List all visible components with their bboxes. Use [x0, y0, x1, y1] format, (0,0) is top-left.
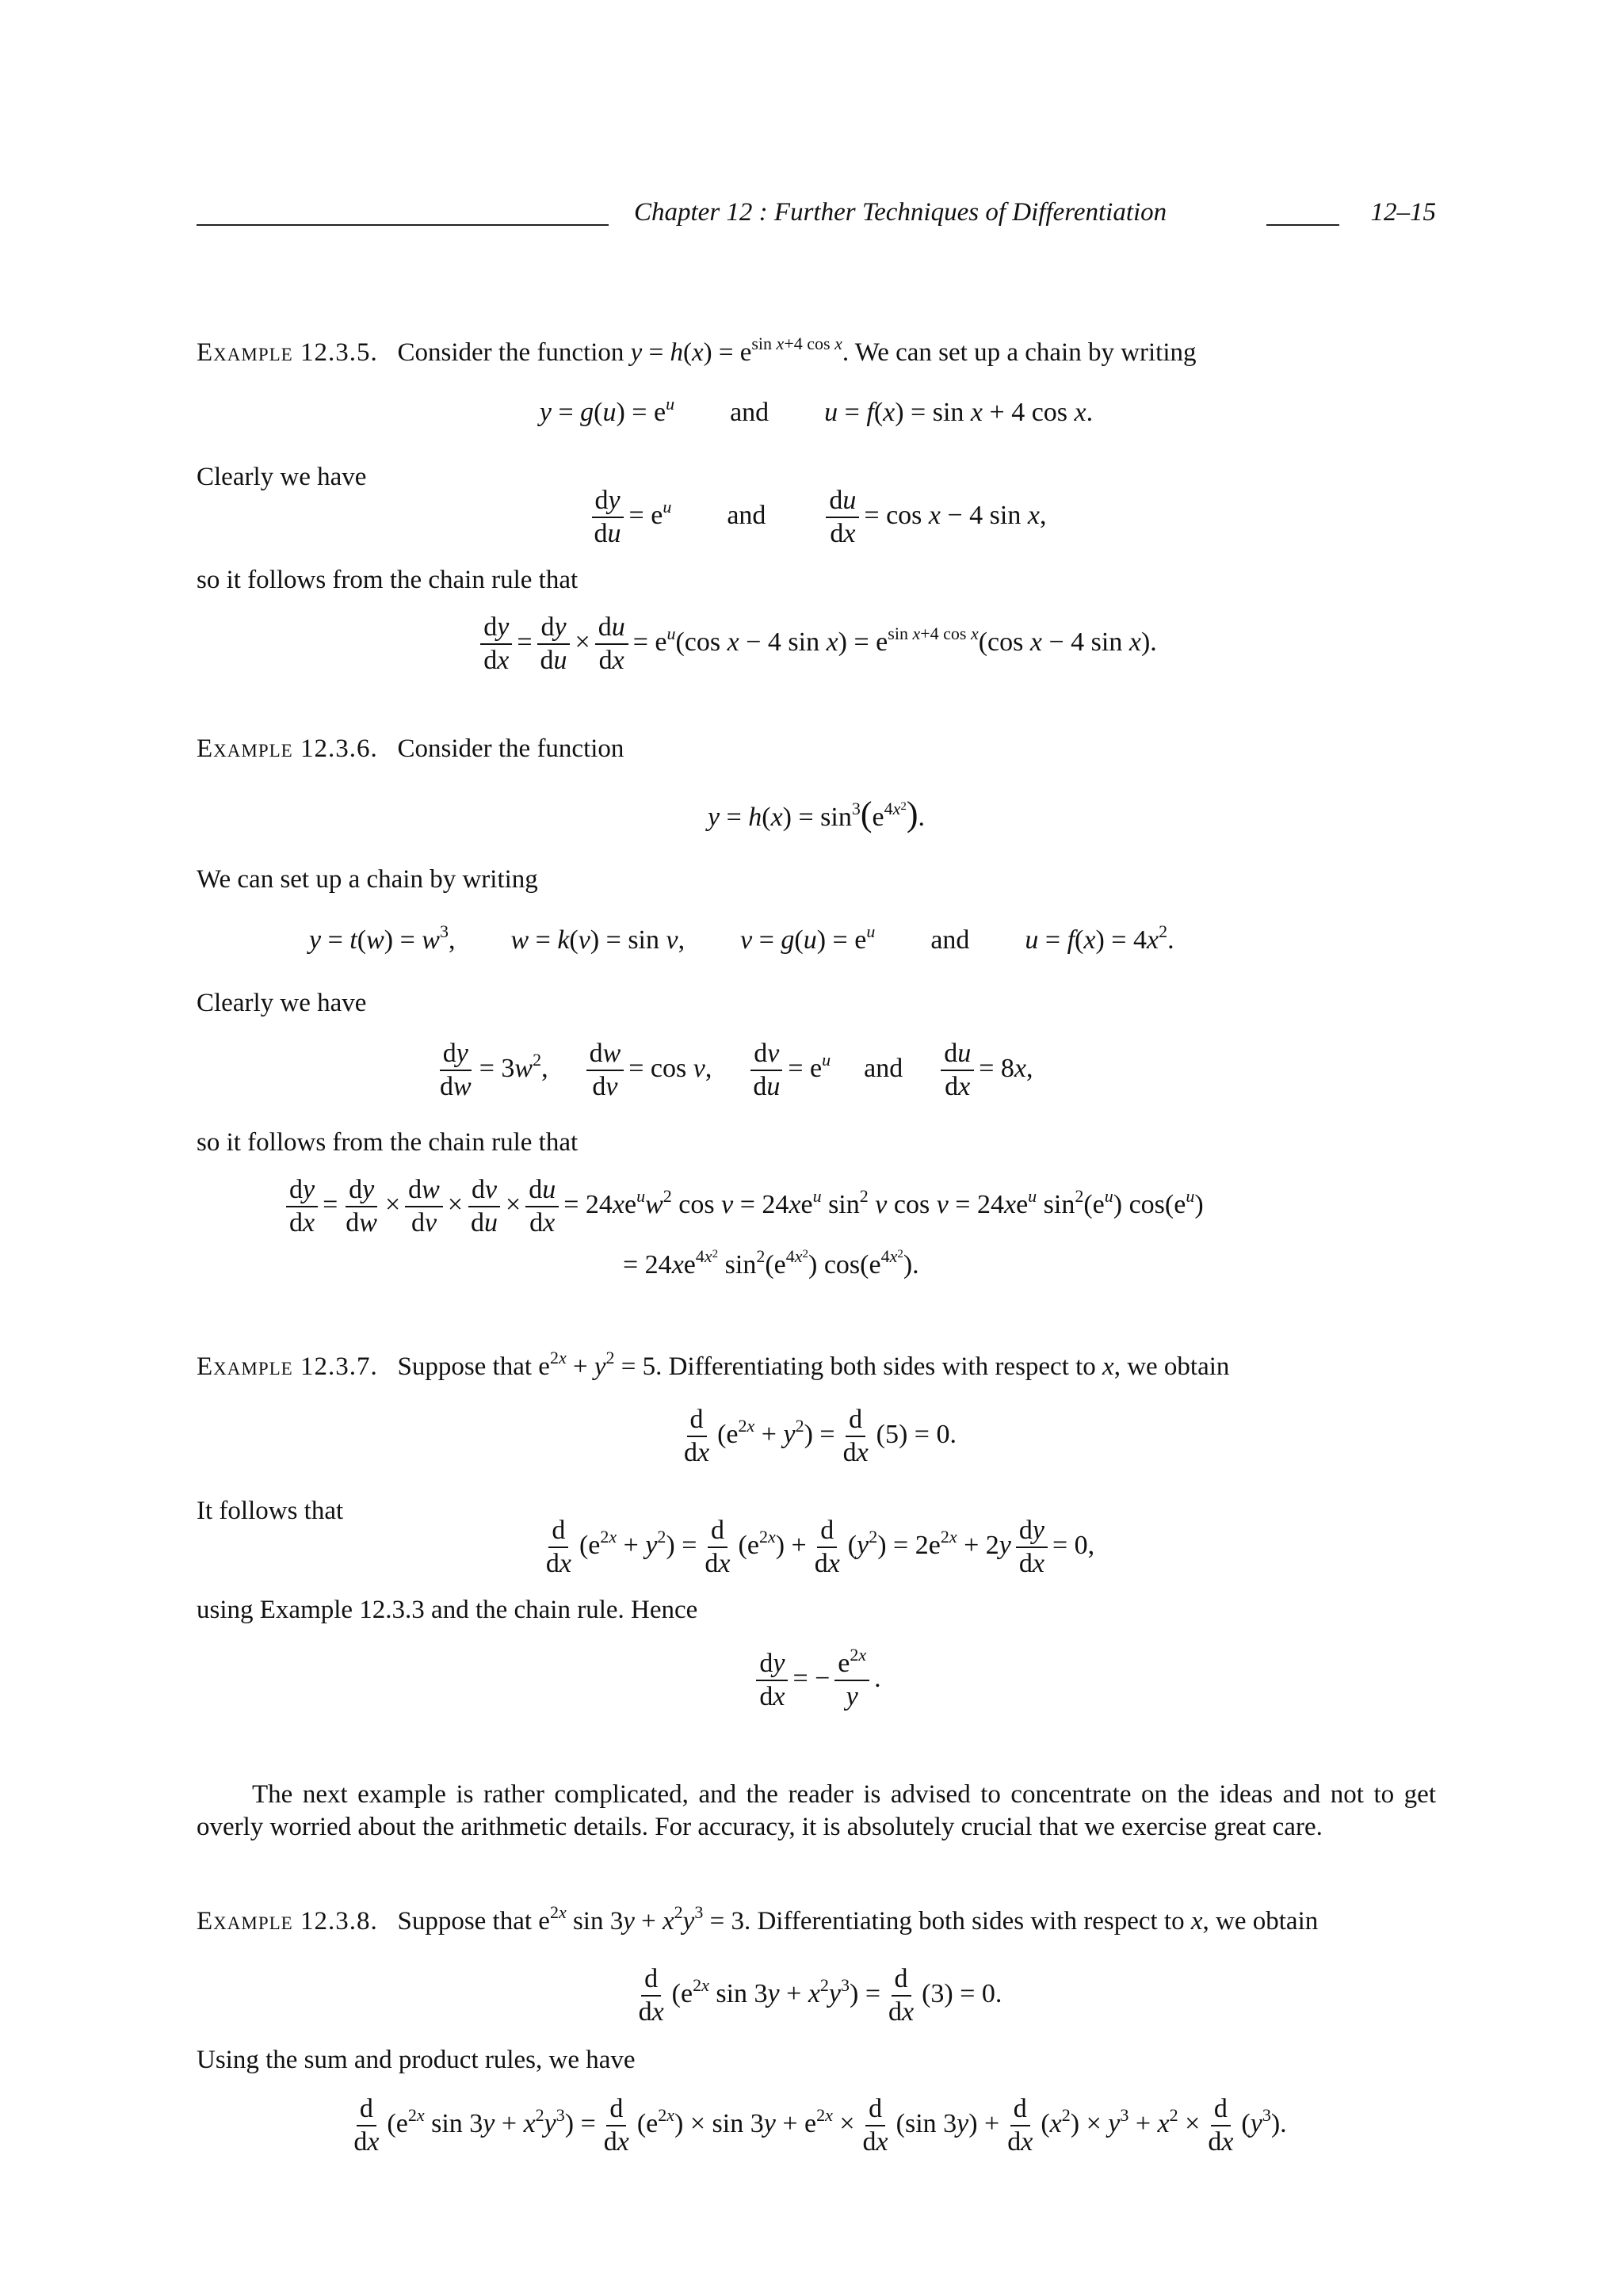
ex6-setup-text: We can set up a chain by writing — [197, 865, 538, 894]
ex6-follows-text: so it follows from the chain rule that — [197, 1128, 579, 1157]
ex8-equation-2: $\frac{d}{dx}$ ($e^{2x}$ $\sin 3y + x^2y^3$) = $\frac{d}{dx}$ $(e^{2x}) \times \sin 3y + e^{2x}$ × $\frac{d}{dx}$ (sin 3y) + $\frac{d}{dx}$ $(x^2) \times y^3 + x^2$ × $\frac{d}{dx}$ $(y^3)$. — [353, 2094, 1287, 2157]
ex7-result-equation: $\frac{dy}{dx}$ = − $\frac{e^{2x}}{y}$ . — [197, 1648, 1436, 1713]
example-12-3-5-intro — [197, 334, 1436, 369]
ex8-equation-1: $\frac{d}{dx}$ ($e^{2x}$ $\sin 3y + x^2y^3$) = $\frac{d}{dx}$ (3) = 0. — [638, 1964, 1002, 2027]
header-rule-left — [197, 224, 609, 226]
ex6-result-equation-line2: = $24xe^{4x^2}$ $\sin^2(e^{4x^2})$ $\cos(e^{4x^2})$. — [623, 1246, 919, 1280]
chapter-title: Chapter 12 : Further Techniques of Differentiation — [634, 198, 1167, 227]
ex7-equation-1: $\frac{d}{dx}$ $(e^{2x} + y^2)$ = $\frac{d}{dx}$ (5) = 0. — [684, 1405, 957, 1467]
example-label: Example 12.3.7. — [197, 1352, 378, 1381]
ex6-result-equation-line1: $\frac{dy}{dx}$ = $\frac{dy}{dw}$ × $\frac{dw}{dv}$ × $\frac{dv}{du}$ × $\frac{du}{dx}$ = $24xe^uw^2$ $\cos v = 24xe^u$ $\sin^2 v$ $\cos v = 24xe^u$ $\sin^2(e^u)$ $\cos(e^u)$ — [281, 1174, 1204, 1239]
running-header — [197, 198, 1436, 238]
example-12-3-6-intro — [197, 733, 1436, 765]
example-label: Example 12.3.6. — [197, 734, 378, 763]
ex5-derivatives-equation: $\frac{dy}{du}$ = $e^u$ and $\frac{du}{dx}$ = cos x − 4 sin x, — [197, 485, 1436, 550]
header-rule-right — [1266, 224, 1339, 226]
ex6-function-equation: $y = h(x) = \sin^3(e^{4x^2})$. — [707, 795, 926, 833]
ex7-using-text: using Example 12.3.3 and the chain rule. Hence — [197, 1596, 698, 1624]
example-intro-text: Consider the function — [397, 734, 624, 763]
example-intro-text: Suppose that $e^{2x} + y^2 = 5$. Differentiating both sides with respect to x, we obtain — [397, 1348, 1230, 1381]
ex5-follows-text: so it follows from the chain rule that — [197, 566, 579, 594]
ex6-clearly-text: Clearly we have — [197, 989, 367, 1017]
example-intro-text: Suppose that $e^{2x}$ $\sin 3y + x^2y^3 = 3$. Differentiating both sides with respect to x, we obtain — [397, 1902, 1319, 1936]
note-paragraph: The next example is rather complicated, and the reader is advised to concentrate on the ideas and not to get overly worried about the arithmetic details. For accuracy, it is absolutely crucial that we exercise great care. — [197, 1780, 1436, 1841]
ex6-derivatives-equation: $\frac{dy}{dw}$ = $3w^2$, $\frac{dw}{dv}$ = cos v, $\frac{dv}{du}$ = $e^u$ and $\frac{du}{dx}$ = 8x, — [440, 1039, 1033, 1101]
page-number: 12–15 — [1370, 198, 1436, 227]
example-12-3-7-intro — [197, 1348, 1436, 1383]
ex8-using-text: Using the sum and product rules, we have — [197, 2046, 636, 2074]
ex6-chain-equation: $y = t(w) = w^3$, w = k(v) = sin v, $v = g(u) = e^u$ and $u = f(x) = 4x^2$. — [309, 921, 1174, 955]
example-label: Example 12.3.5. — [197, 338, 378, 367]
ex5-result-equation: $\frac{dy}{dx}$ = $\frac{dy}{du}$ × $\frac{du}{dx}$ = $e^u(\cos$ x − 4 $\sin x) = e^{sin x+4 cos x}(\cos$ x − 4 sin x). — [197, 612, 1436, 677]
example-label: Example 12.3.8. — [197, 1907, 378, 1936]
ex7-equation-2: $\frac{d}{dx}$ $(e^{2x} + y^2)$ = $\frac{d}{dx}$ $(e^{2x})$ + $\frac{d}{dx}$ $(y^2) = 2e^{2x} + 2y$ $\frac{dy}{dx}$ = 0, — [545, 1516, 1095, 1578]
ex7-follows-text: It follows that — [197, 1497, 344, 1525]
ex5-chain-equation: $y = g(u) = e^u$ and u = f(x) = sin x + 4 cos x. — [539, 394, 1094, 427]
ex5-clearly-text: Clearly we have — [197, 463, 367, 491]
example-intro-text: Consider the function $y = h(x) = e^{sin x+4 cos x}$. We can set up a chain by writing — [397, 334, 1197, 367]
example-12-3-8-intro — [197, 1902, 1436, 1938]
